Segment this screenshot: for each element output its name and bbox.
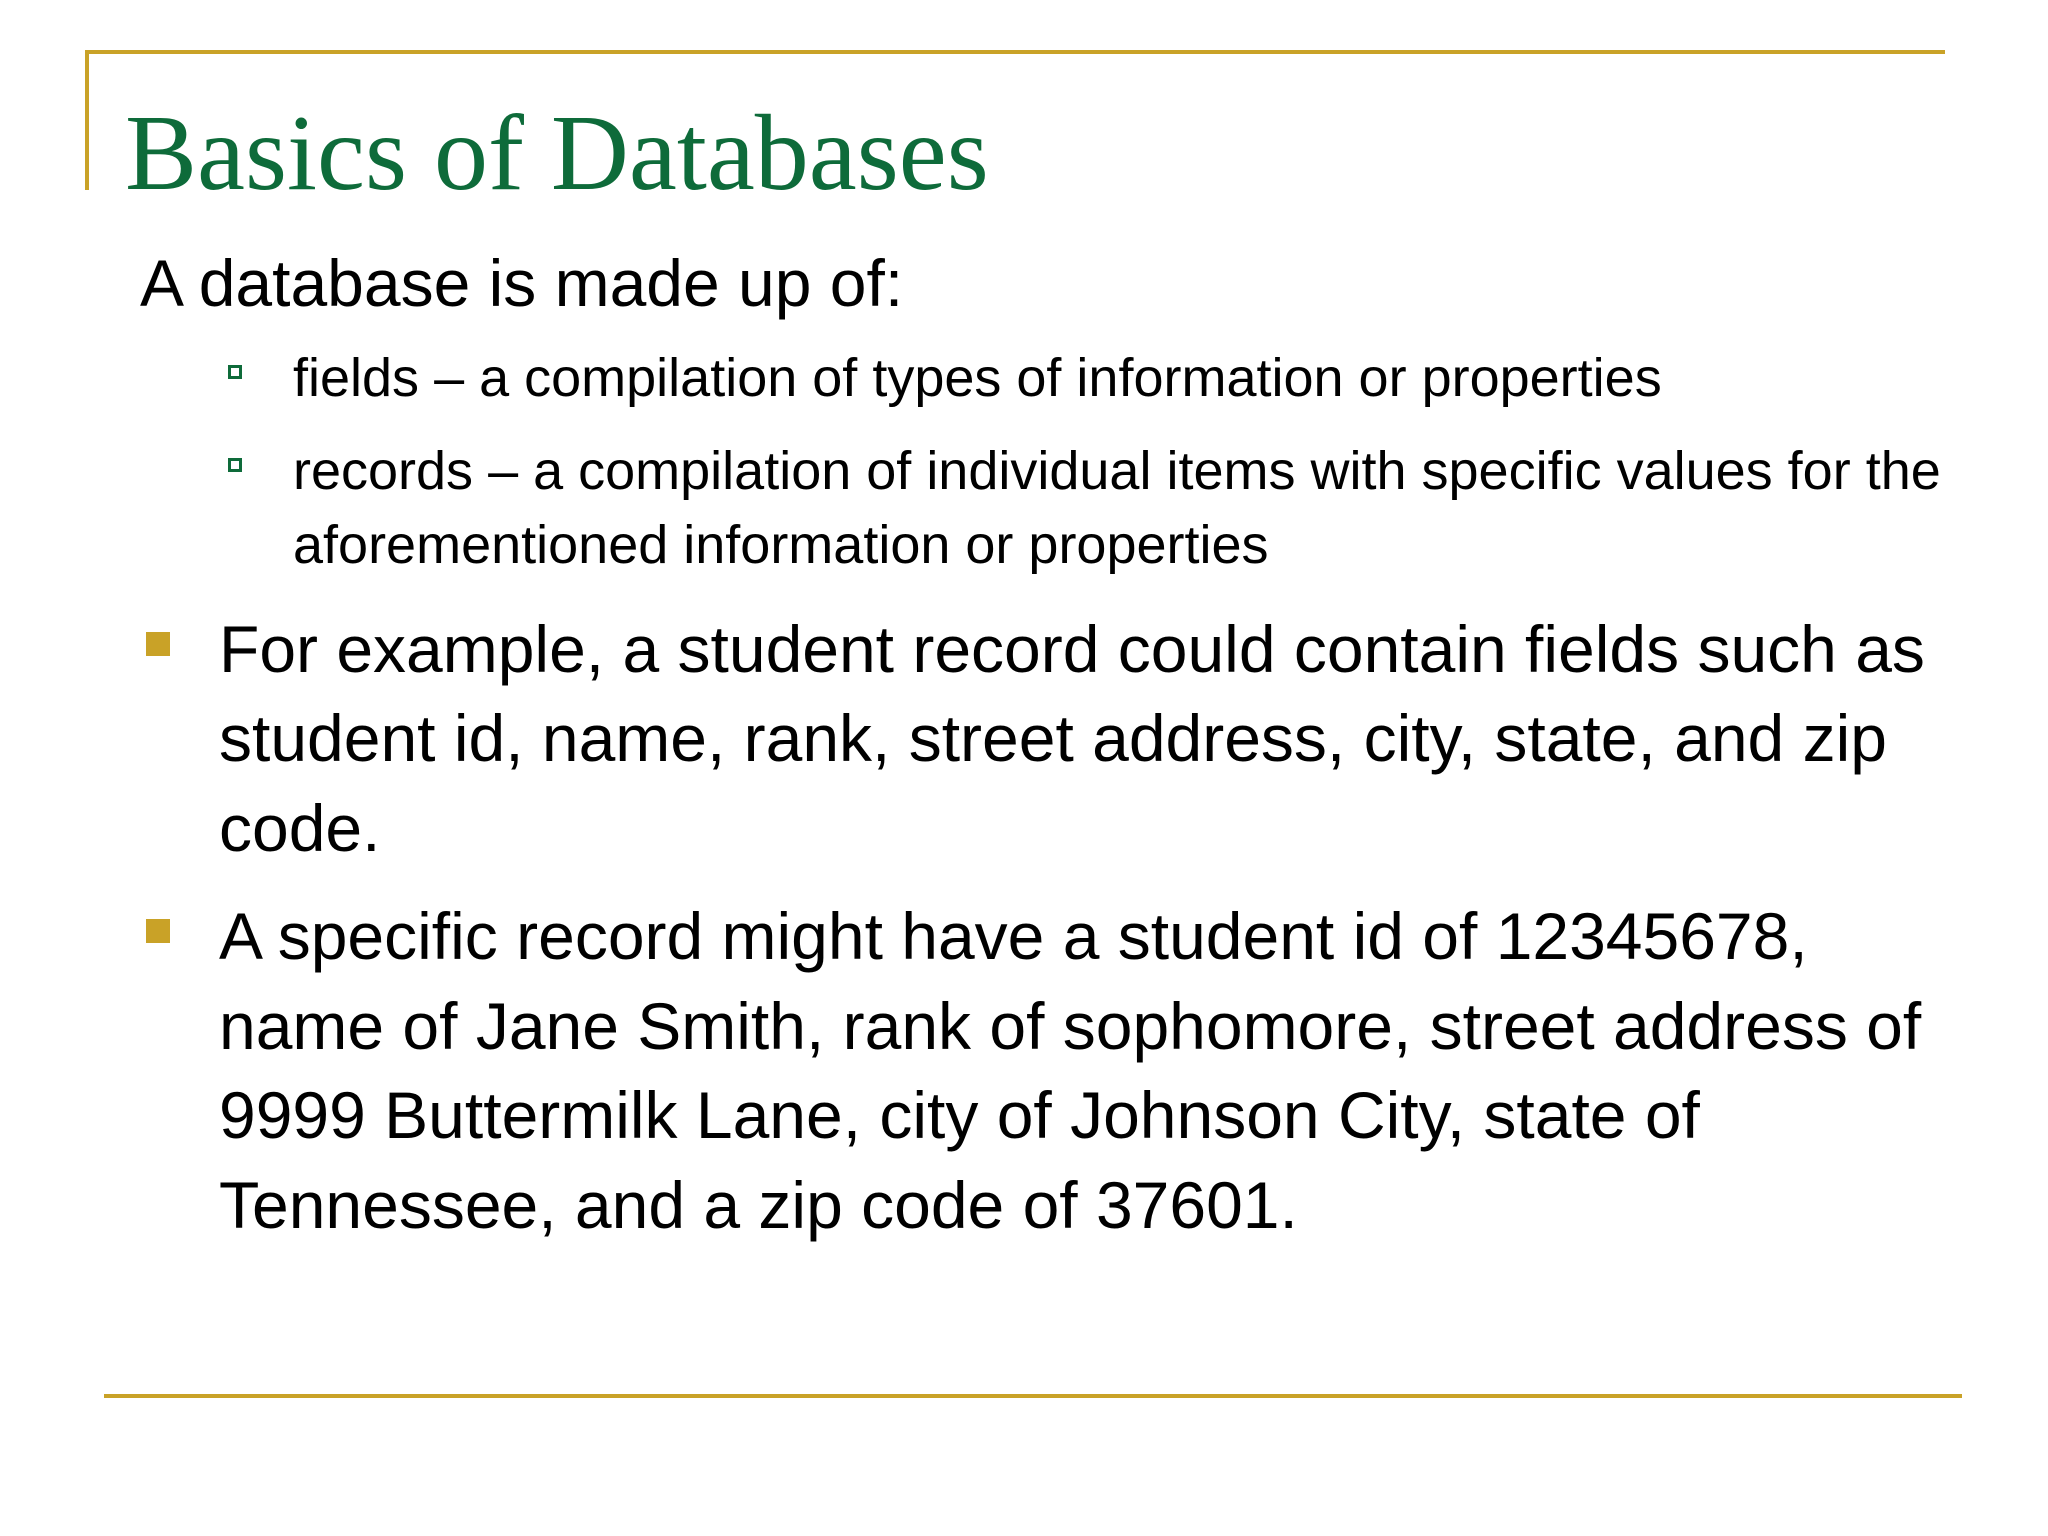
hollow-square-icon: [228, 365, 242, 379]
main-bullet-text: A specific record might have a student id of 12345678, name of Jane Smith, rank of sophomore, street address of 9999 Buttermilk Lane, city of Johnson City, state of Tennessee, and a zip code of 37601.: [219, 898, 1922, 1243]
frame-bottom-rule: [104, 1394, 1962, 1398]
filled-square-icon: [146, 919, 170, 943]
slide-body: [140, 244, 1970, 1269]
main-bullet-example: [140, 605, 1970, 874]
filled-square-icon: [146, 632, 170, 656]
main-bullet-text: For example, a student record could contain fields such as student id, name, rank, street address, city, state, and zip code.: [219, 611, 1925, 866]
sub-bullet-text: fields – a compilation of types of information or properties: [293, 348, 1662, 409]
sub-bullet-records: [140, 434, 1970, 583]
sub-bullet-list: [140, 341, 1970, 583]
main-bullet-specific-record: [140, 892, 1970, 1251]
main-bullet-list: [140, 605, 1970, 1251]
frame-top-rule: [85, 50, 1945, 54]
frame-left-rule: [85, 50, 89, 190]
intro-text: A database is made up of:: [140, 246, 904, 320]
sub-bullet-text: records – a compilation of individual items with specific values for the aforementioned information or properties: [293, 440, 1941, 576]
hollow-square-icon: [228, 458, 242, 472]
sub-bullet-fields: [140, 341, 1970, 416]
slide-title: Basics of Databases: [125, 94, 989, 213]
